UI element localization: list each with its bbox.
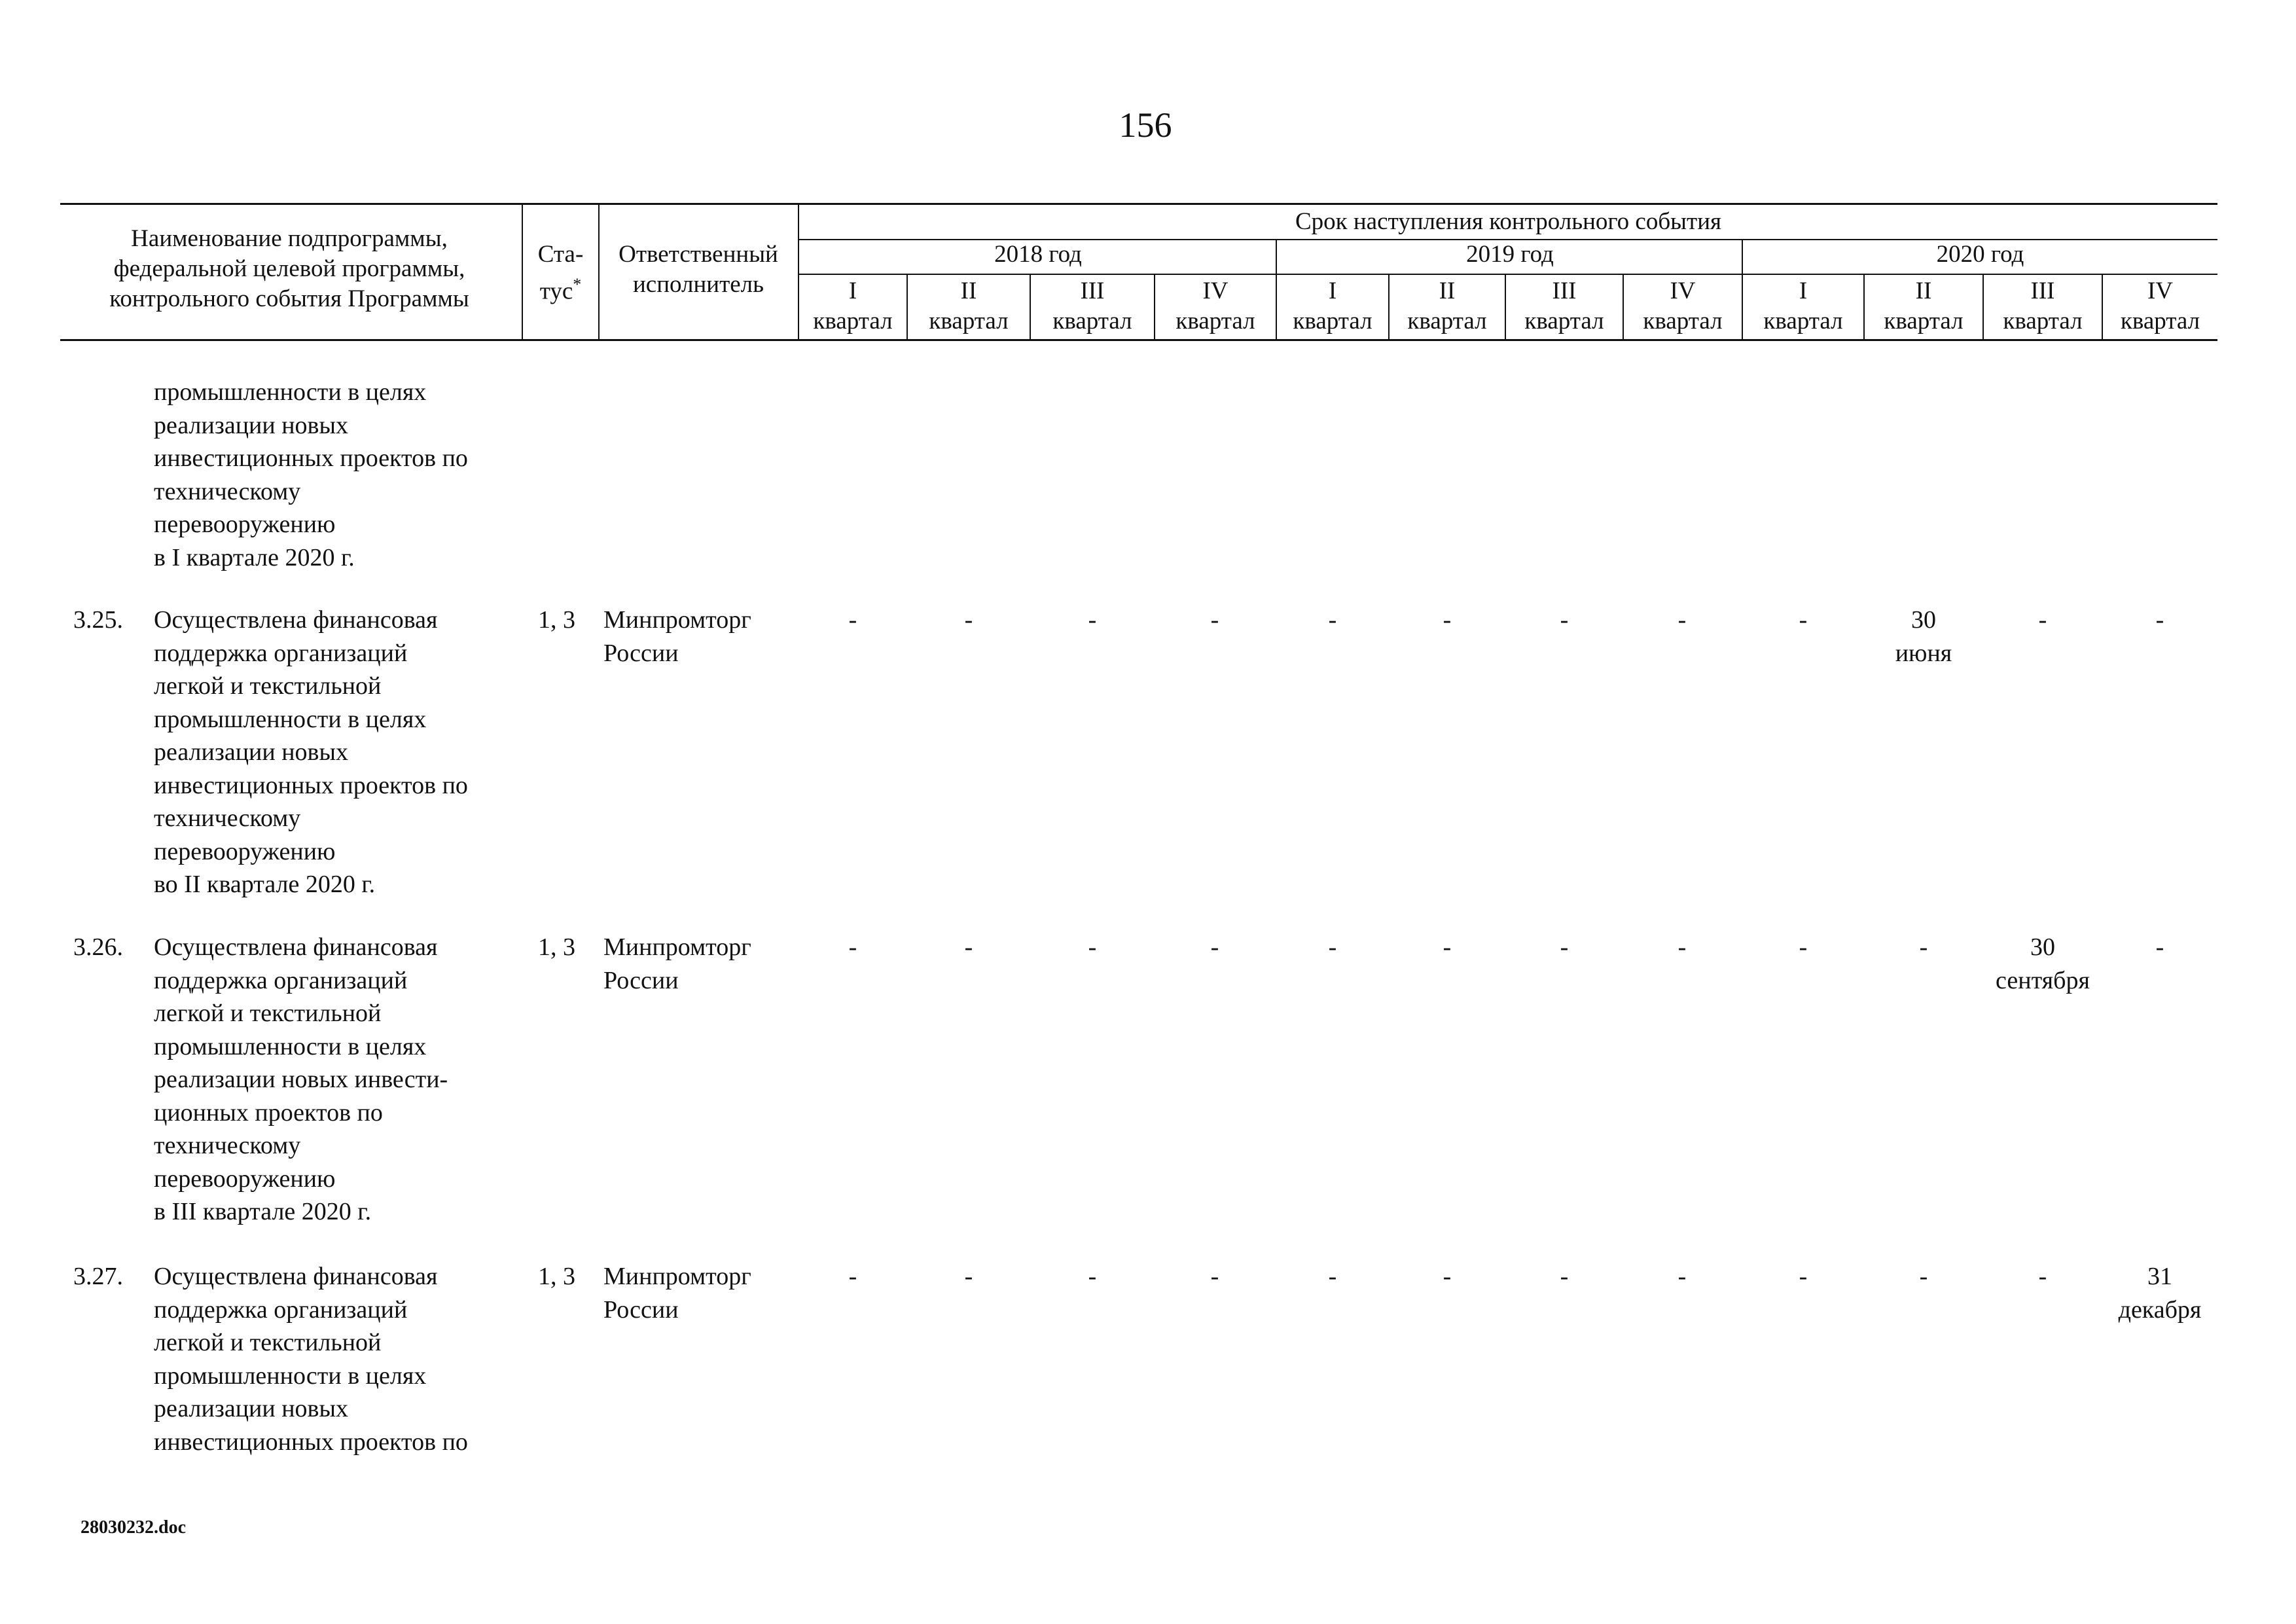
- event-name-line: легкой и текстильной: [154, 1329, 382, 1356]
- quarter-cell: [1159, 604, 1270, 637]
- quarter-cell-line: -: [1799, 606, 1808, 634]
- quarter-cell-line: -: [2155, 933, 2164, 961]
- header-name-line: Наименование подпрограммы,: [131, 225, 448, 252]
- event-name-line: реализации новых инвести-: [154, 1066, 448, 1093]
- header-name-line: федеральной целевой программы,: [113, 255, 465, 282]
- quarter-cell-line: -: [1210, 1263, 1219, 1290]
- quarter-numeral: I: [848, 278, 857, 304]
- quarter-cell: [1277, 604, 1388, 637]
- quarter-cell-line: -: [1443, 606, 1452, 634]
- header-executor-line: Ответственный: [619, 241, 778, 268]
- event-name-line: перевооружению: [154, 837, 336, 865]
- header-status-col: [523, 240, 598, 306]
- table-top-rule: [60, 203, 2217, 205]
- quarter-cell: [913, 931, 1024, 964]
- quarter-numeral: I: [1799, 278, 1808, 304]
- quarter-cell-line: -: [1088, 933, 1097, 961]
- quarter-cell: [1987, 931, 2098, 997]
- executor-line: Минпромторг: [603, 933, 751, 961]
- quarter-numeral: II: [960, 278, 977, 304]
- quarter-cell: [1391, 931, 1503, 964]
- executor-line: России: [603, 966, 679, 994]
- quarter-cell-line: -: [848, 606, 857, 634]
- quarter-cell: [2104, 931, 2215, 964]
- quarter-word: квартал: [1052, 308, 1132, 334]
- quarter-word: квартал: [1643, 308, 1723, 334]
- quarter-word: квартал: [1884, 308, 1964, 334]
- quarter-cell-line: -: [2038, 606, 2047, 634]
- event-name-line: легкой и текстильной: [154, 1000, 382, 1027]
- quarter-cell: [1748, 1260, 1859, 1293]
- quarter-cell: [913, 604, 1024, 637]
- quarter-cell: [1277, 931, 1388, 964]
- quarter-cell: [1987, 604, 2098, 637]
- event-name-line: Осуществлена финансовая: [154, 606, 438, 634]
- quarter-cell: [1748, 604, 1859, 637]
- executor-line: России: [603, 1295, 679, 1324]
- status-footnote-mark: *: [573, 275, 582, 294]
- quarter-cell-line: -: [1328, 606, 1337, 634]
- quarter-cell-line: -: [1799, 933, 1808, 961]
- quarter-cell-line: -: [848, 1263, 857, 1290]
- header-name-line: контрольного события Программы: [109, 285, 469, 312]
- quarter-numeral: III: [1552, 278, 1577, 304]
- quarter-word: квартал: [813, 308, 893, 334]
- header-quarter: [1506, 276, 1623, 336]
- header-line: [799, 274, 2217, 275]
- header-deadline-title: Срок наступления контрольного события: [1295, 208, 1722, 235]
- event-name-line: промышленности в целях: [154, 1032, 427, 1060]
- header-status-word: тус: [539, 278, 573, 305]
- header-quarter: [1743, 276, 1863, 336]
- row-status: 1, 3: [538, 606, 575, 634]
- quarter-cell: [1626, 604, 1738, 637]
- quarter-cell-line: 30: [1911, 606, 1936, 634]
- quarter-cell-line: -: [964, 1263, 973, 1290]
- row-executor: [603, 604, 800, 670]
- header-year-2020: 2020 год: [1936, 241, 2024, 268]
- header-quarter: [1277, 276, 1388, 336]
- quarter-cell: [1748, 931, 1859, 964]
- continuation-line: промышленности в целях: [154, 378, 427, 406]
- quarter-cell-line: -: [848, 933, 857, 961]
- quarter-cell-line: -: [1799, 1263, 1808, 1290]
- quarter-cell-line: 31: [2147, 1263, 2172, 1290]
- quarter-cell: [1868, 604, 1979, 670]
- quarter-cell: [1037, 604, 1148, 637]
- header-quarter: [908, 276, 1030, 336]
- event-name-line: техническому: [154, 804, 301, 832]
- quarter-cell-line: -: [1677, 1263, 1687, 1290]
- quarter-cell-line: -: [1560, 606, 1569, 634]
- executor-line: Минпромторг: [603, 1263, 751, 1290]
- executor-line: России: [603, 639, 679, 667]
- row-executor: [603, 931, 800, 997]
- header-name-col: [60, 224, 518, 314]
- event-name-line: реализации новых: [154, 1395, 349, 1422]
- quarter-word: квартал: [2003, 308, 2083, 334]
- quarter-cell-line: -: [2038, 1263, 2047, 1290]
- quarter-cell-line: -: [1677, 933, 1687, 961]
- quarter-cell-line: -: [1560, 933, 1569, 961]
- quarter-cell-line: -: [964, 606, 973, 634]
- event-name-line: легкой и текстильной: [154, 672, 382, 700]
- header-quarter: [1624, 276, 1742, 336]
- quarter-cell: [1159, 931, 1270, 964]
- quarter-word: квартал: [1763, 308, 1843, 334]
- event-name-line: Осуществлена финансовая: [154, 933, 438, 961]
- header-executor-line: исполнитель: [632, 271, 764, 298]
- quarter-cell: [1277, 1260, 1388, 1293]
- continuation-text: [154, 376, 520, 574]
- quarter-cell: [797, 604, 908, 637]
- header-quarter: [1031, 276, 1154, 336]
- row-number: 3.27.: [73, 1263, 123, 1290]
- quarter-numeral: IV: [2147, 278, 2174, 304]
- quarter-cell-line: -: [1919, 1263, 1928, 1290]
- table-header-bottom-rule: [60, 339, 2217, 341]
- quarter-numeral: III: [1080, 278, 1105, 304]
- quarter-cell: [2104, 604, 2215, 637]
- document-filename: 28030232.doc: [81, 1517, 186, 1538]
- quarter-numeral: IV: [1202, 278, 1229, 304]
- header-executor-col: [600, 240, 797, 300]
- quarter-cell: [1159, 1260, 1270, 1293]
- quarter-cell: [1509, 931, 1620, 964]
- event-name-line: техническому: [154, 1132, 301, 1159]
- quarter-cell-line: -: [2155, 606, 2164, 634]
- quarter-cell-line: -: [1443, 933, 1452, 961]
- header-year-2019: 2019 год: [1466, 241, 1554, 268]
- quarter-cell-line: -: [1328, 1263, 1337, 1290]
- event-name-line: во II квартале 2020 г.: [154, 871, 376, 898]
- event-name-line: инвестиционных проектов по: [154, 771, 468, 799]
- quarter-cell: [1626, 931, 1738, 964]
- event-name-line: поддержка организаций: [154, 639, 408, 667]
- event-name-line: промышленности в целях: [154, 1362, 427, 1390]
- continuation-line: техническому: [154, 477, 301, 505]
- event-name-line: ционных проектов по: [154, 1098, 383, 1127]
- header-quarter: [1155, 276, 1276, 336]
- quarter-numeral: II: [1915, 278, 1932, 304]
- quarter-cell-line: 30: [2030, 933, 2055, 961]
- quarter-cell: [1037, 931, 1148, 964]
- header-quarter: [1390, 276, 1505, 336]
- quarter-cell-line: сентября: [1996, 966, 2090, 994]
- event-name-line: реализации новых: [154, 738, 349, 766]
- row-number: 3.25.: [73, 606, 123, 634]
- quarter-cell: [797, 931, 908, 964]
- quarter-cell-line: -: [1443, 1263, 1452, 1290]
- quarter-cell: [1037, 1260, 1148, 1293]
- quarter-word: квартал: [2120, 308, 2200, 334]
- quarter-word: квартал: [1407, 308, 1487, 334]
- row-number: 3.26.: [73, 933, 123, 961]
- continuation-line: инвестиционных проектов по: [154, 444, 468, 472]
- continuation-line: в I квартале 2020 г.: [154, 543, 355, 571]
- quarter-cell-line: -: [1328, 933, 1337, 961]
- quarter-cell: [1391, 1260, 1503, 1293]
- quarter-cell-line: -: [1088, 1263, 1097, 1290]
- quarter-word: квартал: [929, 308, 1009, 334]
- header-quarter: [1984, 276, 2102, 336]
- row-event-name: [154, 1260, 520, 1458]
- header-status-line: Ста-: [537, 241, 584, 268]
- continuation-line: перевооружению: [154, 511, 336, 538]
- quarter-cell: [1626, 1260, 1738, 1293]
- event-name-line: поддержка организаций: [154, 966, 408, 994]
- quarter-cell-line: -: [1210, 606, 1219, 634]
- quarter-cell-line: -: [964, 933, 973, 961]
- quarter-numeral: III: [2030, 278, 2055, 304]
- quarter-cell: [1509, 604, 1620, 637]
- quarter-word: квартал: [1175, 308, 1255, 334]
- quarter-cell: [1868, 931, 1979, 964]
- quarter-cell: [797, 1260, 908, 1293]
- header-quarter: [799, 276, 906, 336]
- header-status-line: [523, 270, 598, 306]
- event-name-line: инвестиционных проектов по: [154, 1428, 468, 1456]
- quarter-cell-line: -: [1088, 606, 1097, 634]
- row-event-name: [154, 604, 520, 901]
- quarter-cell-line: -: [1677, 606, 1687, 634]
- quarter-cell: [913, 1260, 1024, 1293]
- quarter-cell: [1868, 1260, 1979, 1293]
- quarter-numeral: I: [1328, 278, 1337, 304]
- header-quarter: [2103, 276, 2217, 336]
- event-name-line: Осуществлена финансовая: [154, 1263, 438, 1290]
- executor-line: Минпромторг: [603, 606, 751, 634]
- quarter-cell: [1391, 604, 1503, 637]
- quarter-numeral: II: [1439, 278, 1456, 304]
- event-name-line: перевооружению: [154, 1164, 336, 1193]
- row-executor: [603, 1260, 800, 1326]
- row-status: 1, 3: [538, 933, 575, 961]
- quarter-cell-line: июня: [1895, 639, 1952, 667]
- quarter-numeral: IV: [1670, 278, 1696, 304]
- quarter-cell: [1987, 1260, 2098, 1293]
- event-name-line: в III квартале 2020 г.: [154, 1198, 372, 1225]
- quarter-cell: [2104, 1260, 2215, 1326]
- quarter-cell-line: -: [1560, 1263, 1569, 1290]
- row-status: 1, 3: [538, 1263, 575, 1290]
- quarter-cell: [1509, 1260, 1620, 1293]
- event-name-line: промышленности в целях: [154, 705, 427, 733]
- quarter-word: квартал: [1293, 308, 1372, 334]
- event-name-line: поддержка организаций: [154, 1295, 408, 1324]
- continuation-line: реализации новых: [154, 411, 349, 439]
- header-quarter: [1865, 276, 1982, 336]
- quarter-cell-line: -: [1210, 933, 1219, 961]
- quarter-cell-line: -: [1919, 933, 1928, 961]
- quarter-cell-line: декабря: [2118, 1295, 2202, 1324]
- quarter-word: квартал: [1524, 308, 1604, 334]
- header-year-2018: 2018 год: [994, 241, 1082, 268]
- row-event-name: [154, 931, 520, 1229]
- page-number: 156: [1119, 105, 1172, 145]
